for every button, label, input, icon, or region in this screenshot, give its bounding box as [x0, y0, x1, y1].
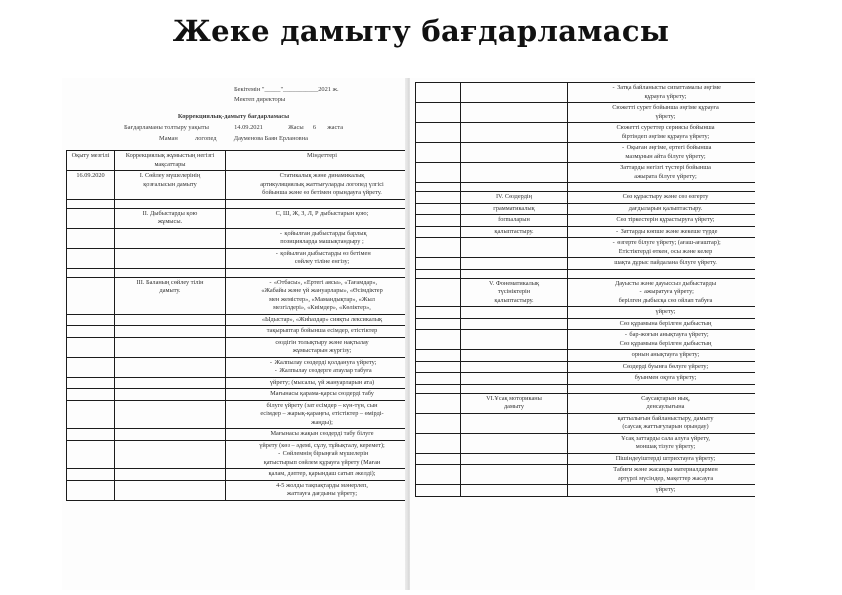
age-label: Жасы: [288, 124, 304, 131]
table-row: [67, 389, 406, 401]
cell-task: [568, 361, 756, 373]
table-row: [416, 226, 756, 238]
approval-line: Бекітемін "_____"___________2021 ж.: [234, 86, 339, 93]
cell-goal: [115, 469, 226, 481]
table-row: [416, 307, 756, 319]
cell-task: [226, 357, 406, 377]
task-line: Сөз құрамына берілген дыбыстың: [619, 339, 712, 347]
task-line: сөздігін толықтыру және нақтылау: [275, 338, 369, 346]
cell-goal: [461, 413, 568, 433]
cell-period: [416, 123, 461, 143]
cell-period: [67, 377, 115, 389]
table-row: [67, 277, 406, 314]
task-text: «Отбасы», «Ертегі аясы», «Тағамдар»,: [273, 278, 378, 286]
task-line: үйрету;: [655, 308, 676, 315]
cell-task: [568, 226, 756, 238]
cell-task: [568, 143, 756, 163]
task-line: үйрету;: [655, 486, 676, 493]
cell-period: [416, 465, 461, 485]
cell-goal: [461, 453, 568, 465]
cell-period: [67, 357, 115, 377]
cell-task: [568, 393, 756, 413]
cell-blank: [568, 384, 756, 393]
task-line: жаңды);: [311, 418, 333, 426]
table-row: [67, 480, 406, 500]
cell-goal: [461, 215, 568, 227]
task-line: білуге үйрету (зат есімдер – күн-түн, сын: [266, 401, 378, 409]
task-line: Статикалық және динамикалық: [279, 172, 365, 179]
cell-period: [416, 258, 461, 270]
goal-line: қалыптастыру.: [494, 296, 534, 304]
table-row: [416, 361, 756, 373]
task-text: қойылған дыбыстарды өз бетімен: [280, 249, 371, 257]
task-line: сөйлеу тіліне енгізу;: [294, 258, 350, 265]
cell-task: [568, 278, 756, 307]
cell-period: [416, 330, 461, 350]
task-line: құрауға үйрету;: [644, 92, 687, 100]
task-text: Затқа байланысты сипаттамалы әңгіме: [617, 84, 721, 91]
cell-goal: [115, 208, 226, 228]
cell-blank: [416, 183, 461, 192]
cell-task: [568, 258, 756, 270]
program-heading: Коррекциялық-дамыту бағдарламасы: [177, 113, 290, 120]
table-row: [67, 208, 406, 228]
cell-task: [568, 350, 756, 362]
task-line: жұмыстарын жүргізу;: [292, 347, 352, 354]
task-line: Табиғи және жасанды материалдармен: [613, 466, 718, 473]
table-row: [416, 453, 756, 465]
cell-task: [226, 248, 406, 268]
cell-task: [568, 83, 756, 103]
table-row: [416, 203, 756, 215]
task-line: 4-5 жолды тақпақтарды мәнерлеп,: [276, 481, 368, 489]
cell-task: [226, 469, 406, 481]
task-line: үйрету; (мысалы, үй жануарларын ата): [269, 378, 375, 386]
cell-blank: [115, 268, 226, 277]
task-line: - қойылған дыбыстарды барлық: [279, 229, 367, 237]
age-unit: жаста: [327, 124, 344, 131]
task-line: - ажыратуға үйрету;: [639, 288, 694, 295]
table-row: [416, 318, 756, 330]
document-page-left: [62, 78, 405, 590]
task-text: өзгерте білуге үйрету; (ағаш-ағаштар);: [617, 239, 721, 246]
cell-goal: [461, 361, 568, 373]
task-line: - өзгерте білуге үйрету; (ағаш-ағаштар);: [612, 239, 721, 246]
cell-goal: [115, 314, 226, 326]
cell-period: [67, 208, 115, 228]
cell-goal: [461, 226, 568, 238]
cell-goal: [461, 307, 568, 319]
cell-period: [416, 83, 461, 103]
task-text: Сөйлемнің бірыңғай мүшелерін: [282, 450, 369, 457]
cell-blank: [226, 199, 406, 208]
task-text: Жалпылау сөздерді қолдануға үйрету;: [274, 358, 377, 366]
cell-task: [226, 326, 406, 338]
table-row: [416, 485, 756, 497]
cell-goal: [115, 377, 226, 389]
table-row: [416, 373, 756, 385]
cell-period: [67, 400, 115, 429]
task-line: әртүрлі мүсіндер, мақеттер жасауға: [617, 474, 714, 482]
cell-period: [67, 314, 115, 326]
cell-task: [568, 465, 756, 485]
cell-task: [568, 203, 756, 215]
cell-period: [67, 429, 115, 441]
task-line: - «Отбасы», «Ертегі аясы», «Тағамдар»,: [269, 278, 378, 286]
table-row: [416, 143, 756, 163]
task-line: Мағынасы жақын сөздерді табу білуге: [270, 430, 374, 437]
task-line: берілген дыбысқа сөз ойлап табуға: [618, 296, 713, 304]
task-line: «Ыдыстар», «Жиһаздар» сияқты лексикалық: [261, 315, 383, 323]
cell-goal: [461, 433, 568, 453]
cell-goal: [461, 203, 568, 215]
table-row: [67, 469, 406, 481]
task-line: «Жабайы және үй жануарлары», «Өсімдіктер: [261, 287, 383, 294]
cell-goal: [115, 248, 226, 268]
goal-line: VІ.Ұсақ моториканы: [486, 394, 542, 402]
cell-task: [568, 330, 756, 350]
goal-line: ІІ. Дыбыстарды қою: [142, 209, 198, 217]
cell-task: [568, 192, 756, 204]
cell-task: [568, 163, 756, 183]
table-row: [67, 326, 406, 338]
table-row: [67, 248, 406, 268]
cell-task: [226, 171, 406, 200]
cell-period: [416, 485, 461, 497]
task-line: мезгілдері», «Киімдер», «Көліктер»,: [273, 304, 371, 311]
task-text: бар-жоғын анықтауға үйрету;: [629, 331, 709, 338]
task-text: Оқыған әңгіме, ертегі бойынша: [626, 144, 712, 151]
specialist-role: логопед: [195, 135, 217, 142]
cell-task: [226, 377, 406, 389]
task-line: бойынша және өз бетімен орындауға үйрету.: [262, 189, 382, 196]
task-line: Етістіктерді өткен, осы және келер: [618, 247, 713, 255]
table-row: [416, 465, 756, 485]
table-row: [67, 337, 406, 357]
task-line: С, Ш, Ж, З, Л, Р дыбыстарын қою;: [275, 209, 369, 217]
table-row: [416, 163, 756, 183]
cell-goal: [461, 192, 568, 204]
task-line: артикуляциялық жаттығуларды логопед үлгісі: [260, 180, 384, 188]
specialist-label: Маман: [159, 135, 178, 142]
cell-goal: [115, 228, 226, 248]
goal-line: дамыту.: [159, 287, 181, 294]
cell-period: [416, 278, 461, 307]
goal-line: ІІІ. Баланың сөйлеу тілін: [136, 278, 204, 286]
cell-goal: [115, 326, 226, 338]
task-line: үйрету;: [655, 112, 676, 120]
cell-task: [568, 307, 756, 319]
task-line: - қойылған дыбыстарды өз бетімен: [275, 249, 371, 257]
cell-task: [226, 429, 406, 441]
task-line: Сөз құрамына берілген дыбыстың: [619, 319, 712, 327]
task-line: - Оқыған әңгіме, ертегі бойынша: [622, 144, 712, 151]
cell-goal: [461, 485, 568, 497]
cell-goal: [115, 440, 226, 469]
task-line: - Жалпылау сөздерді қолдануға үйрету;: [269, 358, 377, 366]
task-line: шақта дұрыс пайдалана білуге үйрету.: [614, 259, 717, 266]
cell-blank: [416, 269, 461, 278]
table-row: [416, 433, 756, 453]
table-row: [67, 228, 406, 248]
table-row: [416, 215, 756, 227]
cell-period: [67, 337, 115, 357]
task-line: біртіндеп әңгіме құрауға үйрету;: [621, 132, 710, 140]
cell-task: [568, 433, 756, 453]
cell-task: [568, 453, 756, 465]
cell-period: [67, 389, 115, 401]
cell-task: [568, 123, 756, 143]
fill-date-label: Бағдарламаны толтыру уақыты: [123, 124, 209, 131]
table-spacer-row: [416, 269, 756, 278]
correction-program-table-left: [66, 150, 405, 501]
goal-line: жұмысы.: [157, 218, 183, 225]
goal-line: V. Фонематикалық: [488, 279, 540, 287]
task-line: - Сөйлемнің бірыңғай мүшелерін: [278, 450, 369, 457]
column-header-period: Оқыту мезгілі: [67, 151, 115, 171]
cell-blank: [461, 183, 568, 192]
cell-goal: [115, 480, 226, 500]
table-row: [416, 413, 756, 433]
cell-blank: [568, 183, 756, 192]
cell-period: [416, 373, 461, 385]
cell-blank: [67, 268, 115, 277]
task-line: Мағынасы қарама-қарсы сөздерді табу: [270, 390, 374, 397]
cell-task: [226, 440, 406, 469]
table-row: [67, 400, 406, 429]
cell-goal: [461, 258, 568, 270]
cell-period: [416, 307, 461, 319]
task-line: Сөздерді буынға бөлуге үйрету;: [622, 362, 709, 370]
cell-blank: [67, 199, 115, 208]
cell-period: [416, 433, 461, 453]
cell-period: [67, 440, 115, 469]
task-line: - Заттарды көпше және жекеше түрде: [616, 227, 718, 235]
cell-goal: [461, 465, 568, 485]
cell-goal: [461, 278, 568, 307]
task-line: - бар-жоғын анықтауға үйрету;: [624, 331, 709, 338]
table-row: [416, 123, 756, 143]
cell-blank: [568, 269, 756, 278]
task-line: үйрету (көз – әдемі, сұлу, тұйықталу, керемет);: [259, 441, 385, 449]
cell-period: [416, 453, 461, 465]
task-text: ажыратуға үйрету;: [644, 288, 694, 295]
column-header-tasks: Міндеттері: [226, 151, 406, 171]
column-header-goals: Коррекциялық жұмыстың негізгі мақсаттары: [115, 151, 226, 171]
cell-task: [226, 208, 406, 228]
cell-task: [568, 238, 756, 258]
cell-goal: [115, 171, 226, 200]
goal-line: дамыту: [503, 403, 525, 410]
cell-period: [67, 480, 115, 500]
cell-period: [416, 318, 461, 330]
table-spacer-row: [416, 183, 756, 192]
goal-line: қалыптастыру.: [494, 227, 534, 235]
task-line: денсаулығына: [646, 403, 685, 410]
cell-task: [226, 480, 406, 500]
task-line: Саусақтарын иық,: [641, 394, 690, 402]
cell-goal: [461, 163, 568, 183]
goal-line: грамматикалық: [493, 204, 535, 212]
director-line: Мектеп директоры: [234, 96, 286, 103]
cell-period: [416, 413, 461, 433]
cell-goal: [461, 318, 568, 330]
cell-period: [67, 326, 115, 338]
cell-blank: [461, 269, 568, 278]
document-page-right: [410, 78, 755, 590]
cell-goal: [115, 337, 226, 357]
cell-blank: [461, 384, 568, 393]
cell-period: [416, 226, 461, 238]
cell-goal: [461, 143, 568, 163]
task-text: Жалпылау сөздерге атаулар табуға: [279, 367, 372, 374]
task-line: тақырыптар бойынша есімдер, етістіктер: [266, 327, 378, 334]
specialist-name: Дауменова Баян Ерлановна: [233, 135, 308, 142]
table-row: [67, 377, 406, 389]
age-value: 6: [312, 124, 317, 131]
task-line: Пішіндеуіштерді штрихтауға үйрету;: [615, 454, 716, 462]
cell-goal: [461, 123, 568, 143]
cell-period: [67, 248, 115, 268]
table-row: [416, 103, 756, 123]
cell-goal: [461, 238, 568, 258]
task-line: Сөз тіркестерін құрастыруға үйрету;: [616, 216, 715, 223]
table-row: [416, 330, 756, 350]
cell-period: [416, 215, 461, 227]
cell-task: [226, 389, 406, 401]
task-text: қойылған дыбыстарды барлық: [284, 229, 367, 237]
task-line: - Затқа байланысты сипаттамалы әңгіме: [612, 84, 721, 91]
cell-period: [416, 350, 461, 362]
fill-date-value: 14.09.2021: [234, 124, 263, 131]
table-row: [416, 258, 756, 270]
cell-goal: [461, 350, 568, 362]
cell-period: [416, 163, 461, 183]
goal-line: formаларын: [498, 216, 530, 223]
cell-goal: [115, 357, 226, 377]
table-row: [416, 238, 756, 258]
goal-line: түсініктерін: [497, 288, 531, 295]
correction-program-table-right: [415, 82, 755, 497]
task-text: Заттарды көпше және жекеше түрде: [620, 227, 718, 235]
cell-blank: [416, 384, 461, 393]
goal-line: І. Сөйлеу мүшелерінің: [139, 172, 201, 179]
task-line: позицияларда машықтандыру ;: [280, 238, 364, 245]
task-line: Дауысты және дауыссыз дыбыстарды: [614, 279, 717, 287]
task-line: мазмұнын айта білуге үйрету;: [625, 152, 706, 160]
task-line: дағдыларын қалыптастыру.: [628, 204, 703, 212]
cell-goal: [115, 429, 226, 441]
table-row: [416, 350, 756, 362]
cell-task: [226, 228, 406, 248]
cell-period: [416, 143, 461, 163]
table-row: [416, 192, 756, 204]
table-row: [67, 314, 406, 326]
task-line: есімдер – жарық-қараңғы, етістіктер – өмірді-: [260, 410, 384, 417]
task-line: орнын анықтауға үйрету;: [631, 351, 700, 358]
table-row: [416, 83, 756, 103]
cell-goal: [115, 277, 226, 314]
specialist-line: [62, 134, 405, 143]
task-line: буынмен оқуға үйрету;: [634, 374, 697, 381]
task-line: (саусақ жаттығуларын орындау): [622, 423, 709, 430]
task-line: жаттауға дағдыны үйрету;: [286, 490, 358, 497]
fill-date-line: [62, 123, 405, 132]
table-header-row: [67, 151, 406, 171]
task-line: моншақ тізуге үйрету;: [635, 443, 696, 450]
task-line: Сюжетті суреттер сериясы бойынша: [616, 124, 715, 131]
table-row: [416, 278, 756, 307]
table-row: [67, 440, 406, 469]
cell-goal: [461, 330, 568, 350]
cell-task: [568, 215, 756, 227]
cell-period: [416, 238, 461, 258]
goal-line: қозғалысын дамыту: [143, 180, 197, 188]
cell-task: [226, 314, 406, 326]
task-line: мен жемістер», «Мамандықтар», «Жыл: [269, 295, 375, 303]
table-row: [416, 393, 756, 413]
cell-period: [416, 361, 461, 373]
cell-task: [568, 103, 756, 123]
cell-goal: [115, 389, 226, 401]
cell-goal: [461, 373, 568, 385]
cell-task: [568, 318, 756, 330]
table-row: [67, 429, 406, 441]
cell-period: 16.09.2020: [67, 171, 115, 200]
cell-period: [67, 277, 115, 314]
cell-period: [416, 103, 461, 123]
task-line: қалам, дәптер, қарындаш сатып әкелді);: [268, 470, 376, 477]
cell-task: [226, 277, 406, 314]
cell-task: [568, 373, 756, 385]
task-line: Сөз құрастыру және сөз өзгерту: [622, 193, 709, 200]
cell-goal: [461, 83, 568, 103]
table-row: [67, 171, 406, 200]
task-line: Сюжетті сурет бойынша әңгіме құрауға: [612, 104, 719, 111]
cell-blank: [226, 268, 406, 277]
page-title: Жеке дамыту бағдарламасы: [172, 14, 670, 48]
task-line: қаттылығын байланыстыру, дамыту: [617, 414, 714, 422]
task-line: Ұсақ заттарды сала алуға үйрету,: [621, 434, 710, 442]
table-spacer-row: [67, 268, 406, 277]
goal-line: ІV. Сөздердің: [495, 193, 533, 200]
cell-task: [226, 337, 406, 357]
cell-period: [67, 228, 115, 248]
cell-goal: [461, 103, 568, 123]
table-spacer-row: [67, 199, 406, 208]
cell-task: [226, 400, 406, 429]
task-line: - Жалпылау сөздерге атаулар табуға: [274, 367, 372, 374]
task-line: қатыстырып сөйлем құрауға үйрету (Маған: [263, 458, 381, 466]
cell-period: [416, 393, 461, 413]
table-spacer-row: [416, 384, 756, 393]
task-line: ажырата білуге үйрету;: [634, 172, 697, 180]
cell-task: [568, 413, 756, 433]
cell-goal: [461, 393, 568, 413]
table-row: [67, 357, 406, 377]
cell-period: [67, 469, 115, 481]
cell-period: [416, 203, 461, 215]
task-line: Заттарды негізгі түстері бойынша: [620, 164, 711, 171]
cell-period: [416, 192, 461, 204]
cell-task: [568, 485, 756, 497]
cell-blank: [115, 199, 226, 208]
cell-goal: [115, 400, 226, 429]
